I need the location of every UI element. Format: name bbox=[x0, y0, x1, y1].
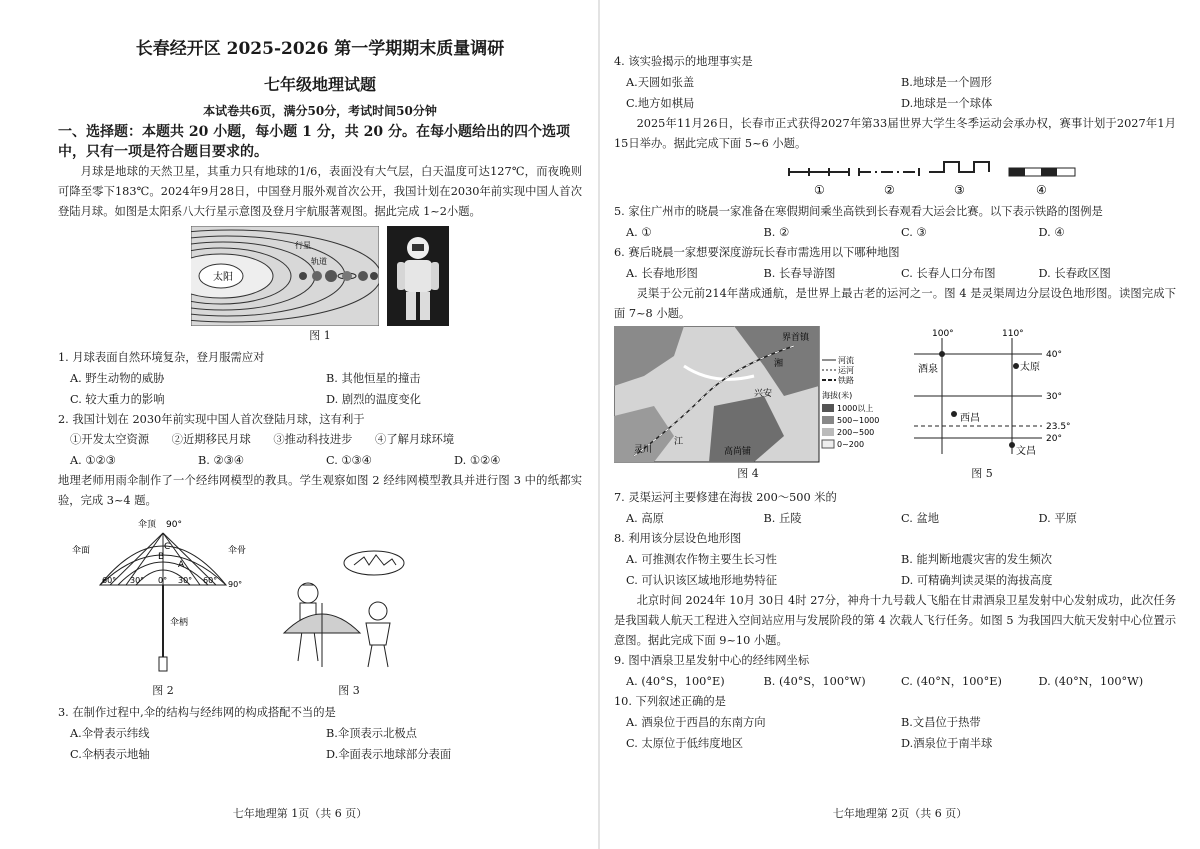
q1-options-row1 bbox=[58, 368, 582, 389]
lat-30: 30° bbox=[1046, 392, 1062, 402]
lingqu-relief-map bbox=[614, 326, 882, 466]
figure-4-caption: 图 4 bbox=[737, 467, 759, 480]
lon-100: 100° bbox=[932, 329, 954, 339]
exam-subtitle: 七年级地理试题 bbox=[263, 75, 376, 94]
section-heading: 一、选择题：本题共 20 小题，每小题 1 分，共 20 分。在每小题给出的四个选项中，只有一项是符合题目要求的。 bbox=[58, 124, 570, 160]
q4-option-b[interactable]: B.地球是一个圆形 bbox=[901, 76, 992, 89]
q7-option-c[interactable]: C. 盆地 bbox=[901, 512, 940, 525]
q7-option-a[interactable]: A. 高原 bbox=[626, 512, 664, 525]
q7-options bbox=[614, 508, 1176, 529]
q10-options-row1 bbox=[614, 712, 1176, 733]
river-jiang: 江 bbox=[674, 437, 684, 447]
q3-option-b[interactable]: B.伞顶表示北极点 bbox=[326, 727, 417, 740]
q10-option-d[interactable]: D.酒泉位于南半球 bbox=[901, 737, 993, 750]
q4-option-d[interactable]: D.地球是一个球体 bbox=[901, 97, 993, 110]
legend-elevation: 海拔(米) bbox=[822, 391, 853, 400]
q4-options-row2 bbox=[614, 93, 1176, 114]
figure-5-caption: 图 5 bbox=[971, 467, 993, 480]
q7-option-b[interactable]: B. 丘陵 bbox=[763, 512, 802, 525]
city-taiyuan: 太原 bbox=[1020, 362, 1040, 373]
q2-items: ①开发太空资源 ②近期移民月球 ③推动科技进步 ④了解月球环境 bbox=[70, 433, 455, 446]
intro-universiade: 2025年11月26日，长春市正式获得2027年第33届世界大学生冬季运动会承办权，赛事计划于2027年1月15日举办。据此完成下面 5~6 小题。 bbox=[614, 117, 1176, 150]
figures-4-5-captions bbox=[614, 466, 1176, 482]
q8-option-b[interactable]: B. 能判断地震灾害的发生频次 bbox=[901, 553, 1053, 566]
q8-option-c[interactable]: C. 可认识该区域地形地势特征 bbox=[626, 574, 777, 587]
deg30-right: 30° bbox=[178, 576, 193, 585]
question-4: 4. 该实验揭示的地理事实是 bbox=[614, 55, 753, 68]
legend-num-1: ① bbox=[814, 183, 825, 197]
intro-moon: 月球是地球的天然卫星，其重力只有地球的1/6，表面没有大气层，白天温度可达127℃，而夜晚则可降至零下183℃。2024年9月28日，中国登月服外观首次公开，我国计划在2030年前实现中国人首次登陆月球。如图是太阳系八大行星示意图及登月宇航服著观图。据此完成 1~2小题。 bbox=[58, 165, 582, 218]
question-7: 7. 灵渠运河主要修建在海拔 200～500 米的 bbox=[614, 491, 837, 504]
q5-option-d[interactable]: D. ④ bbox=[1038, 226, 1065, 239]
q5-option-b[interactable]: B. ② bbox=[763, 226, 790, 239]
deg60-right: 60° bbox=[203, 576, 218, 585]
question-2: 2. 我国计划在 2030年前实现中国人首次登陆月球，这有利于 bbox=[58, 413, 365, 426]
lat-23-5: 23.5° bbox=[1046, 422, 1071, 432]
q6-option-c[interactable]: C. 长春人口分布图 bbox=[901, 267, 996, 280]
lon-110: 110° bbox=[1002, 329, 1024, 339]
place-lingchuan: 灵川 bbox=[634, 445, 653, 455]
q9-option-a[interactable]: A. (40°S，100°E) bbox=[626, 675, 725, 688]
legend-num-2: ② bbox=[884, 183, 895, 197]
question-6: 6. 赛后晓晨一家想要深度游玩长春市需选用以下哪种地图 bbox=[614, 246, 900, 259]
legend-river: 河流 bbox=[838, 356, 854, 365]
q10-options-row2 bbox=[614, 733, 1176, 754]
elev-4: 0~200 bbox=[837, 440, 865, 449]
umbrella-top-label: 伞顶 bbox=[138, 520, 157, 530]
city-wenchang: 文昌 bbox=[1016, 446, 1036, 457]
q1-option-d[interactable]: D. 剧烈的温度变化 bbox=[326, 393, 421, 406]
point-a: A bbox=[178, 560, 185, 570]
q8-option-d[interactable]: D. 可精确判读灵渠的海拔高度 bbox=[901, 574, 1053, 587]
question-1: 1. 月球表面自然环境复杂，登月服需应对 bbox=[58, 351, 265, 364]
figure-3-caption: 图 3 bbox=[338, 684, 360, 697]
exam-info: 本试卷共6页，满分50分，考试时间50分钟 bbox=[203, 104, 437, 118]
orbit-label: 轨道 bbox=[311, 257, 327, 266]
elev-3: 200~500 bbox=[837, 428, 875, 437]
sun-label: 太阳 bbox=[213, 272, 233, 283]
q8-options-row2 bbox=[614, 570, 1176, 591]
city-jiuquan: 酒泉 bbox=[918, 364, 938, 375]
page-right bbox=[600, 0, 1200, 849]
exam-title: 长春经开区 2025-2026 第一学期期末质量调研 bbox=[135, 39, 505, 59]
q9-option-b[interactable]: B. (40°S，100°W) bbox=[763, 675, 866, 688]
place-xingan: 兴安 bbox=[754, 389, 773, 399]
q5-options bbox=[614, 222, 1176, 243]
q10-option-b[interactable]: B.文昌位于热带 bbox=[901, 716, 981, 729]
q4-option-a[interactable]: A.天圆如张盖 bbox=[626, 76, 695, 89]
q6-option-a[interactable]: A. 长春地形图 bbox=[626, 267, 698, 280]
elev-1: 1000以上 bbox=[837, 404, 874, 413]
river-xiang: 湘 bbox=[774, 359, 784, 369]
q3-options-row1 bbox=[58, 723, 582, 744]
q8-options-row1 bbox=[614, 549, 1176, 570]
q3-option-c[interactable]: C.伞柄表示地轴 bbox=[70, 748, 150, 761]
map-legend-symbols bbox=[614, 158, 1174, 198]
deg60-left: 60° bbox=[102, 576, 117, 585]
q1-option-b[interactable]: B. 其他恒星的撞击 bbox=[326, 372, 421, 385]
q8-option-a[interactable]: A. 可推测农作物主要生长习性 bbox=[626, 553, 777, 566]
figure-1-caption: 图 1 bbox=[309, 329, 331, 342]
solar-system-diagram bbox=[191, 226, 379, 326]
question-9: 9. 图中酒泉卫星发射中心的经纬网坐标 bbox=[614, 654, 810, 667]
intro-shenzhou: 北京时间 2024年 10月 30日 4时 27分，神舟十九号载人飞船在甘肃酒泉卫星发射中心发射成功，此次任务是我国载人航天工程进入空间站应用与发展阶段的第 4 次载人飞行任务。如图 5 为我国四大航天发射中心位置示意图。据此完成下面 9~10 小题。 bbox=[614, 594, 1176, 647]
q6-option-b[interactable]: B. 长春导游图 bbox=[763, 267, 836, 280]
point-c: C bbox=[164, 542, 171, 552]
q6-options bbox=[614, 263, 1176, 284]
place-jieshou: 界首镇 bbox=[782, 333, 810, 343]
legend-num-3: ③ bbox=[954, 183, 965, 197]
intro-lingqu: 灵渠于公元前214年凿成通航，是世界上最古老的运河之一。图 4 是灵渠周边分层设色地形图。读图完成下面 7~8 小题。 bbox=[614, 287, 1176, 320]
figure-1 bbox=[58, 226, 582, 326]
q9-option-d[interactable]: D. (40°N，100°W) bbox=[1038, 675, 1144, 688]
umbrella-graticule-diagram bbox=[58, 515, 268, 683]
q6-option-d[interactable]: D. 长春政区图 bbox=[1038, 267, 1111, 280]
legend-num-4: ④ bbox=[1036, 183, 1047, 197]
planet-label: 行星 bbox=[295, 241, 311, 250]
figures-2-3 bbox=[58, 511, 582, 683]
elev-2: 500~1000 bbox=[837, 416, 880, 425]
question-10: 10. 下列叙述正确的是 bbox=[614, 695, 726, 708]
q5-option-a[interactable]: A. ① bbox=[626, 226, 652, 239]
deg90-top: 90° bbox=[166, 520, 182, 530]
question-3: 3. 在制作过程中,伞的结构与经纬网的构成搭配不当的是 bbox=[58, 706, 336, 719]
umbrella-surface-label: 伞面 bbox=[72, 546, 91, 556]
q1-option-c[interactable]: C. 较大重力的影响 bbox=[70, 393, 165, 406]
lat-40: 40° bbox=[1046, 350, 1062, 360]
q2-options bbox=[58, 450, 582, 471]
q2-option-c[interactable]: C. ①③④ bbox=[326, 454, 372, 467]
figures-4-5 bbox=[614, 326, 1176, 466]
question-5: 5. 家住广州市的晓晨一家准备在寒假期间乘坐高铁到长春观看大运会比赛。以下表示铁路的图例是 bbox=[614, 205, 1103, 218]
launch-center-graticule bbox=[902, 326, 1102, 466]
footer-left: 七年地理第 1页（共 6 页） bbox=[232, 807, 368, 820]
city-xichang: 西昌 bbox=[960, 413, 980, 424]
q5-option-c[interactable]: C. ③ bbox=[901, 226, 927, 239]
q4-options-row1 bbox=[614, 72, 1176, 93]
umbrella-rib-label: 伞骨 bbox=[228, 546, 247, 556]
footer-right: 七年地理第 2页（共 6 页） bbox=[832, 807, 968, 820]
q7-option-d[interactable]: D. 平原 bbox=[1038, 512, 1077, 525]
q9-options bbox=[614, 671, 1176, 692]
q2-option-d[interactable]: D. ①②④ bbox=[454, 454, 501, 467]
q9-option-c[interactable]: C. (40°N，100°E) bbox=[901, 675, 1002, 688]
place-gaoshangpu: 高尚铺 bbox=[724, 447, 752, 457]
q1-option-a[interactable]: A. 野生动物的威胁 bbox=[70, 372, 165, 385]
q2-option-a[interactable]: A. ①②③ bbox=[70, 454, 116, 467]
q10-option-c[interactable]: C. 太原位于低纬度地区 bbox=[626, 737, 744, 750]
q10-option-a[interactable]: A. 酒泉位于西昌的东南方向 bbox=[626, 716, 766, 729]
legend-rail: 铁路 bbox=[838, 376, 854, 385]
figures-2-3-captions bbox=[58, 683, 582, 699]
umbrella-handle-label: 伞柄 bbox=[170, 618, 189, 628]
legend-canal: 运河 bbox=[838, 366, 854, 375]
q4-option-c[interactable]: C.地方如棋局 bbox=[626, 97, 695, 110]
question-8: 8. 利用该分层设色地形图 bbox=[614, 532, 742, 545]
deg0: 0° bbox=[158, 576, 168, 585]
q3-option-a[interactable]: A.伞骨表示纬线 bbox=[70, 727, 150, 740]
deg30-left: 30° bbox=[130, 576, 145, 585]
q3-option-d[interactable]: D.伞面表示地球部分表面 bbox=[326, 748, 452, 761]
paper-boat-experiment bbox=[274, 543, 424, 683]
q1-options-row2 bbox=[58, 389, 582, 410]
spacesuit-photo bbox=[387, 226, 449, 326]
figure-2-caption: 图 2 bbox=[152, 684, 174, 697]
deg90-side: 90° bbox=[228, 580, 243, 589]
lat-20: 20° bbox=[1046, 434, 1062, 444]
intro-umbrella: 地理老师用雨伞制作了一个经纬网模型的教具。学生观察如图 2 经纬网模型教具并进行图 3 中的纸都实验，完成 3~4 题。 bbox=[58, 474, 582, 507]
q2-option-b[interactable]: B. ②③④ bbox=[198, 454, 244, 467]
q3-options-row2 bbox=[58, 744, 582, 765]
point-b: B bbox=[158, 552, 165, 562]
